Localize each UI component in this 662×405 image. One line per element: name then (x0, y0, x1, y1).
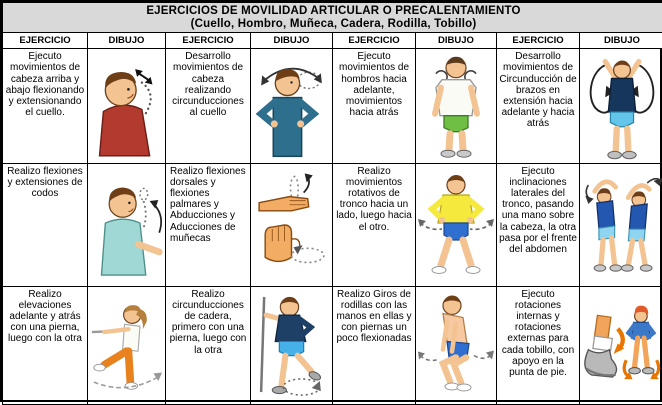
neck-circumduction-drawing (251, 49, 332, 162)
wrist-flexion-drawing (251, 164, 332, 286)
exercise-table (2, 2, 662, 405)
exercise-text: Realizo flexiones dorsales y flexiones palmares y Abducciones y Aducciones de muñecas (166, 163, 251, 286)
knee-rotation-drawing (416, 287, 496, 404)
drawing-cell (416, 49, 497, 163)
ankle-rotation-drawing (580, 287, 662, 404)
exercise-row-2 (3, 163, 662, 286)
drawing-cell (88, 49, 166, 163)
col-header-exercise: EJERCICIO (497, 33, 580, 49)
exercise-text: Ejecuto movimientos de hombros hacia adelante, movimientos hacia atrás (333, 49, 416, 163)
title-row (3, 3, 662, 33)
exercise-text: Realizo elevaciones adelante y atrás con una pierna, luego con la otra (3, 286, 88, 404)
exercise-text: Desarrollo movimientos de Circunducción de brazos en extensión hacia adelante y hacia atrás (497, 49, 580, 163)
exercise-text: Realizo circunducciones de cadera, primero con una pierna, luego con la otra (166, 286, 251, 404)
page-title: EJERCICIOS DE MOVILIDAD ARTICULAR O PRECALENTAMIENTO (3, 5, 662, 18)
exercise-text: Realizo flexiones y extensiones de codos (3, 163, 88, 286)
drawing-cell (251, 163, 333, 286)
exercise-text: Ejecuto rotaciones internas y rotaciones externas para cada tobillo, con apoyo en la punta de pie. (497, 286, 580, 404)
drawing-cell (416, 286, 497, 404)
drawing-cell (580, 286, 662, 404)
drawing-cell (580, 49, 662, 163)
trunk-side-bend-drawing (580, 164, 662, 286)
col-header-exercise: EJERCICIO (3, 33, 88, 49)
exercise-text: Realizo movimientos rotativos de tronco hacia un lado, luego hacia el otro. (333, 163, 416, 286)
drawing-cell (88, 163, 166, 286)
elbow-flexion-drawing (88, 164, 165, 286)
exercise-row-1 (3, 49, 662, 163)
drawing-cell (251, 49, 333, 163)
arm-circumduction-drawing (580, 49, 662, 162)
leg-swing-drawing (88, 287, 165, 404)
exercise-text: Realizo Giros de rodillas con las manos en ellas y con piernas un poco flexionadas (333, 286, 416, 404)
title-cell (3, 3, 662, 33)
col-header-exercise: EJERCICIO (166, 33, 251, 49)
trunk-rotation-drawing (416, 164, 496, 286)
drawing-cell (580, 163, 662, 286)
head-flexion-drawing (88, 49, 165, 162)
col-header-drawing: DIBUJO (88, 33, 166, 49)
drawing-cell (251, 286, 333, 404)
exercise-text: Ejecuto inclinaciones laterales del tronco, pasando una mano sobre la cabeza, la otra pasa por el frente del abdomen (497, 163, 580, 286)
drawing-cell (416, 163, 497, 286)
drawing-cell (88, 286, 166, 404)
shoulder-roll-drawing (416, 49, 496, 162)
col-header-drawing: DIBUJO (416, 33, 497, 49)
header-row (3, 33, 662, 49)
col-header-drawing: DIBUJO (580, 33, 662, 49)
page-subtitle: (Cuello, Hombro, Muñeca, Cadera, Rodilla, Tobillo) (3, 18, 662, 31)
exercise-row-3 (3, 286, 662, 404)
exercise-text: Ejecuto movimientos de cabeza arriba y abajo flexionando y extensionando el cuello. (3, 49, 88, 163)
col-header-exercise: EJERCICIO (333, 33, 416, 49)
hip-circumduction-drawing (251, 287, 332, 404)
exercise-text: Desarrollo movimientos de cabeza realizando circunducciones al cuello (166, 49, 251, 163)
col-header-drawing: DIBUJO (251, 33, 333, 49)
